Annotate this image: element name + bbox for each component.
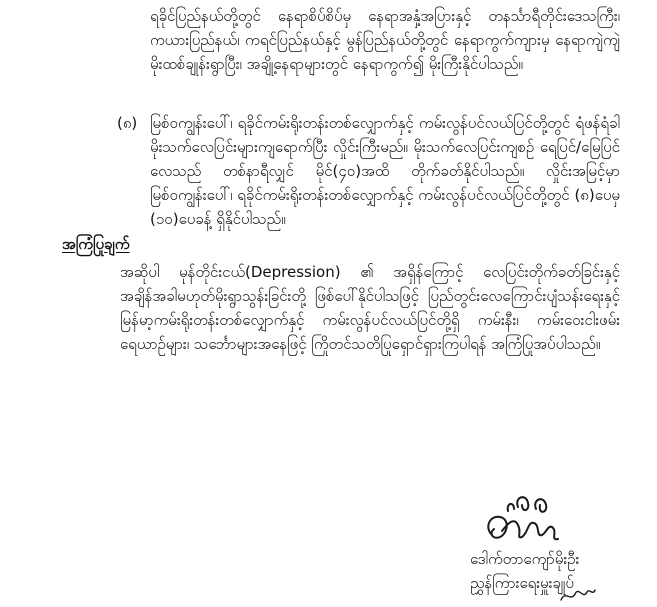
signer-title: ညွှန်ကြားရေးမှူးချုပ် — [470, 574, 574, 592]
signer-name: ဒေါက်တာကျော်မိုးဦး — [470, 550, 580, 568]
item-paragraph: မြစ်ဝကျွန်းပေါ်၊ ရခိုင်ကမ်းရိုးတန်းတစ်လျှောက်နှင့် ကမ်းလွန်ပင်လယ်ပြင်တို့တွင် ရံဖန်ရံခါ မိုးသက်လေပြင်းများကျရောက်ပြီး လှိုင်းကြီးမည်။ မိုးသက်လေပြင်းကျစဉ် ရေပြင်/မြေပြင်လေသည် တစ်နာရီလျှင် မိုင်(၄၀)အထိ တိုက်ခတ်နိုင်ပါသည်။ လှိုင်းအမြင့်မှာ မြစ်ဝကျွန်းပေါ်၊ ရခိုင်ကမ်းရိုးတန်းတစ်လျှောက်နှင့် ကမ်းလွန်ပင်လယ်ပြင်တို့တွင် (၈)ပေမှ (၁၀)ပေခန့် ရှိနိုင်ပါသည်။ — [150, 114, 620, 228]
advice-heading: အကြံပြုချက် — [62, 235, 130, 253]
advice-paragraph: အဆိုပါ မုန်တိုင်းငယ်(Depression) ၏ အရှိန်ကြောင့် လေပြင်းတိုက်ခတ်ခြင်းနှင့် အချိန်အခါမဟုတ်မိုးရွာသွန်းခြင်းတို့ ဖြစ်ပေါ်နိုင်ပါသဖြင့် ပြည်တွင်းလေကြောင်းပျံသန်းရေးနှင့် မြန်မာ့ကမ်းရိုးတန်းတစ်လျှောက်နှင့် ကမ်းလွန်ပင်လယ်ပြင်တို့ရှိ ကမ်းနီး၊ ကမ်းဝေးငါးဖမ်းရေယာဉ်များ၊ သင်္ဘောများအနေဖြင့် ကြိုတင်သတိပြုရှောင်ရှားကြပါရန် အကြံပြုအပ်ပါသည်။ — [120, 263, 620, 353]
handwritten-signature — [478, 487, 570, 557]
intro-paragraph: ရခိုင်ပြည်နယ်တို့တွင် နေရာစိပ်စိပ်မှ နေရာအနှံ့အပြားနှင့် တနင်္သာရီတိုင်းဒေသကြီး၊ ကယားပြည်နယ်၊ ကရင်ပြည်နယ်နှင့် မွန်ပြည်နယ်တို့တွင် နေရာကွက်ကျားမှ နေရာကျဲကျဲ မိုးထစ်ချုန်းရွာပြီး၊ အချို့နေရာများတွင် နေရာကွက်၍ မိုးကြီးနိုင်ပါသည်။ — [150, 7, 620, 73]
handwritten-initial-mark — [557, 582, 597, 606]
item-number: (၈) — [117, 114, 138, 132]
